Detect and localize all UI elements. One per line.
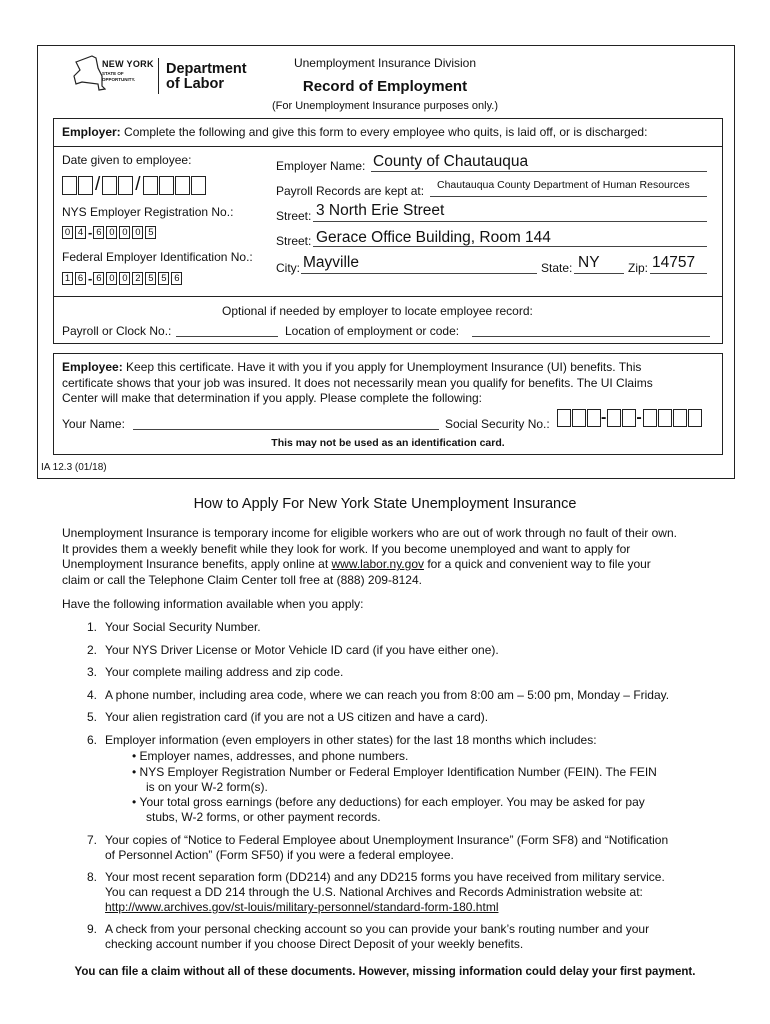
bullet-icon: • (132, 795, 140, 809)
ssn-boxes[interactable] (557, 409, 702, 427)
ssn-digit-box[interactable] (572, 409, 586, 427)
list-item-number: 9. (86, 922, 97, 936)
fein-digit: 6 (93, 272, 104, 285)
employer-name-value[interactable]: County of Chautauqua (373, 153, 529, 170)
street1-label: Street: (276, 209, 312, 223)
nys-registration-digits[interactable] (62, 224, 158, 242)
list-item-text (105, 922, 649, 952)
howto-para-line3b: for a quick and convenient way to file your (424, 557, 651, 571)
date-slash: / (95, 174, 101, 195)
logo-department-text (166, 62, 247, 92)
form-title: Record of Employment (302, 78, 468, 95)
nys-reg-digit: 0 (132, 226, 143, 239)
bullet-item (132, 749, 408, 764)
location-line[interactable] (472, 336, 710, 337)
howto-paragraph (62, 526, 742, 588)
state-line (574, 273, 624, 274)
list-item (77, 643, 737, 659)
payroll-records-label: Payroll Records are kept at: (276, 184, 425, 198)
payroll-records-line (430, 196, 707, 197)
division-name: Unemployment Insurance Division (293, 56, 477, 70)
date-digit-box[interactable] (159, 176, 174, 195)
list-item-text (105, 870, 665, 915)
list-item (77, 620, 737, 636)
your-name-label: Your Name: (62, 417, 125, 431)
employer-instruction-text: Complete the following and give this form to every employee who quits, is laid off, or is discharged: (120, 125, 648, 139)
list-item-number: 8. (86, 870, 97, 884)
bullet-icon: • (132, 765, 140, 779)
bullet-text: NYS Employer Registration Number or Federal Employer Identification Number (FEIN). The FEIN (139, 765, 657, 779)
list-item-8 (77, 870, 737, 918)
list-item-number: 2. (86, 643, 97, 657)
howto-title: How to Apply For New York State Unemployment Insurance (193, 496, 577, 512)
date-given-label: Date given to employee: (62, 153, 192, 167)
list-item-number: 4. (86, 688, 97, 702)
list-item-number: 6. (86, 733, 97, 747)
your-name-line[interactable] (133, 429, 439, 430)
list-item (77, 665, 737, 681)
employee-instruction-line1 (62, 360, 722, 376)
date-digit-box[interactable] (191, 176, 206, 195)
ssn-label: Social Security No.: (445, 417, 550, 431)
item8-line2: You can request a DD 214 through the U.S. National Archives and Records Administration website at: (105, 885, 643, 899)
item9-line1: A check from your personal checking account so you can provide your bank’s routing number and your (105, 922, 650, 936)
ssn-digit-box[interactable] (607, 409, 621, 427)
employee-instruction-line2: certificate shows that your job was insured. It does not necessarily mean you qualify for benefits. The UI Claims (62, 375, 653, 390)
list-item-text: Your alien registration card (if you are not a US citizen and have a card). (105, 710, 489, 724)
howto-para-line1: Unemployment Insurance is temporary income for eligible workers who are out of work through no fault of their own. (62, 526, 677, 540)
date-digit-box[interactable] (175, 176, 190, 195)
state-label: State: (541, 261, 573, 275)
item7-line2: of Personnel Action” (Form SF50) if you were a federal employee. (105, 848, 454, 862)
form-subtitle: (For Unemployment Insurance purposes only.) (271, 100, 498, 112)
howto-para-line3a: Unemployment Insurance benefits, apply online at (62, 557, 332, 571)
date-digit-box[interactable] (102, 176, 117, 195)
zip-value[interactable]: 14757 (652, 254, 696, 271)
list-item-number: 7. (86, 833, 97, 847)
state-value[interactable]: NY (578, 254, 600, 271)
list-item-text (105, 833, 668, 863)
fein-digits[interactable] (62, 270, 184, 288)
bullet-continuation: stubs, W-2 forms, or other payment records. (146, 810, 381, 824)
optional-text: Optional if needed by employer to locate employee record: (222, 304, 533, 318)
fein-digit: 1 (62, 272, 73, 285)
howto-para-line4: claim or call the Telephone Claim Center toll free at (888) 209-8124. (62, 572, 422, 587)
fein-digit: 5 (145, 272, 156, 285)
footer-notice: You can file a claim without all of these documents. However, missing information could delay your first payment. (74, 966, 696, 978)
payroll-clock-line[interactable] (176, 336, 278, 337)
fein-digit: 6 (75, 272, 86, 285)
bullet-continuation: is on your W-2 form(s). (146, 780, 268, 794)
city-value[interactable]: Mayville (303, 254, 359, 271)
nys-reg-digit: 0 (106, 226, 117, 239)
list-item-9 (77, 922, 737, 954)
list-item (77, 710, 737, 726)
ssn-dash: - (636, 409, 642, 426)
nys-reg-digit: 6 (93, 226, 104, 239)
date-digit-box[interactable] (78, 176, 93, 195)
employee-instruction (62, 360, 722, 407)
list-item (77, 688, 737, 704)
howto-para-line2: It provides them a weekly benefit while they look for work. If you become unemployed and want to apply for (62, 541, 631, 556)
employer-name-line (371, 171, 707, 172)
list-item-7 (77, 833, 737, 865)
fein-label: Federal Employer Identification No.: (62, 250, 253, 264)
item9-line2: checking account number if you choose Direct Deposit of your weekly benefits. (105, 937, 524, 951)
fein-digit: 2 (132, 272, 143, 285)
zip-label: Zip: (628, 261, 649, 275)
employer-instruction (62, 125, 722, 139)
ssn-digit-box[interactable] (658, 409, 672, 427)
bullet-icon: • (132, 749, 140, 763)
labor-ny-gov-link[interactable]: www.labor.ny.gov (331, 557, 424, 571)
date-digit-box[interactable] (118, 176, 133, 195)
list-item-text: A phone number, including area code, where we can reach you from 8:00 am – 5:00 pm, Monday – Friday. (105, 688, 670, 702)
employer-instruction-divider (53, 146, 723, 147)
nys-reg-digit: 0 (62, 226, 73, 239)
nys-reg-digit: 4 (75, 226, 86, 239)
bullet-item (132, 765, 657, 780)
list-item-text: Your complete mailing address and zip code. (105, 665, 344, 679)
list-item-number: 1. (86, 620, 97, 634)
location-label: Location of employment or code: (285, 324, 460, 338)
date-slash: / (135, 174, 141, 195)
ssn-digit-box[interactable] (622, 409, 636, 427)
payroll-records-value[interactable]: Chautauqua County Department of Human Resources (437, 179, 690, 191)
list-item-number: 3. (86, 665, 97, 679)
have-info-text: Have the following information available when you apply: (62, 597, 364, 611)
nys-dol-logo (72, 54, 262, 102)
fein-dash: - (88, 271, 93, 287)
street2-value[interactable]: Gerace Office Building, Room 144 (316, 229, 551, 246)
ssn-digit-box[interactable] (673, 409, 687, 427)
nys-reg-dash: - (88, 225, 93, 241)
city-label: City: (276, 261, 300, 275)
item7-line1: Your copies of “Notice to Federal Employee about Unemployment Insurance” (Form SF8) and “Notification (105, 833, 669, 847)
ssn-digit-box[interactable] (688, 409, 702, 427)
nys-reg-digit: 0 (119, 226, 130, 239)
list-item-text: Your Social Security Number. (105, 620, 261, 634)
list-item-text: Employer information (even employers in other states) for the last 18 months which includes: (105, 733, 597, 747)
ssn-digit-box[interactable] (587, 409, 601, 427)
ssn-digit-box[interactable] (643, 409, 657, 427)
employee-instruction-line3: Center will make that determination if you apply. Please complete the following: (62, 391, 482, 405)
logo-divider (158, 58, 159, 94)
logo-opportunity-text: OPPORTUNITY. (102, 77, 136, 82)
city-line (301, 273, 537, 274)
not-id-notice: This may not be used as an identification card. (271, 437, 505, 449)
archives-gov-link[interactable]: http://www.archives.gov/st-louis/military-personnel/standard-form-180.html (105, 900, 499, 914)
payroll-clock-label: Payroll or Clock No.: (62, 324, 172, 338)
bullet-item (132, 795, 645, 810)
nys-registration-label: NYS Employer Registration No.: (62, 205, 234, 219)
street1-value[interactable]: 3 North Erie Street (316, 202, 445, 219)
zip-line (650, 273, 707, 274)
list-item-number: 5. (86, 710, 97, 724)
logo-ny-text: NEW YORK (102, 59, 154, 69)
fein-digit: 0 (106, 272, 117, 285)
form-code: IA 12.3 (01/18) (41, 462, 107, 473)
ssn-dash: - (601, 409, 607, 426)
date-digit-box[interactable] (62, 176, 77, 195)
optional-divider (53, 296, 723, 297)
date-given-boxes[interactable] (62, 174, 206, 196)
logo-dept-line2: of Labor (166, 76, 224, 92)
bullet-text: Employer names, addresses, and phone numbers. (139, 749, 409, 763)
employee-instruction-bold: Employee: (62, 360, 123, 374)
fein-digit: 5 (158, 272, 169, 285)
item8-line1: Your most recent separation form (DD214) and any DD215 forms you have received from military service. (105, 870, 665, 884)
employer-instruction-bold: Employer: (62, 125, 121, 139)
fein-digit: 0 (119, 272, 130, 285)
employee-instruction-text1: Keep this certificate. Have it with you if you apply for Unemployment Insurance (UI) benefits. This (122, 360, 642, 374)
street2-label: Street: (276, 234, 312, 248)
nys-reg-digit: 5 (145, 226, 156, 239)
employer-name-label: Employer Name: (276, 159, 366, 173)
ssn-digit-box[interactable] (557, 409, 571, 427)
street1-line (313, 221, 707, 222)
logo-dept-line1: Department (166, 61, 247, 77)
howto-para-line3 (62, 557, 742, 573)
list-item (77, 733, 737, 749)
ny-state-outline-icon (72, 54, 106, 92)
bullet-text: Your total gross earnings (before any deductions) for each employer. You may be asked for pay (139, 795, 645, 809)
logo-state-text: STATE OF (102, 71, 124, 76)
list-item-text: Your NYS Driver License or Motor Vehicle ID card (if you have either one). (105, 643, 499, 657)
fein-digit: 6 (171, 272, 182, 285)
date-digit-box[interactable] (143, 176, 158, 195)
